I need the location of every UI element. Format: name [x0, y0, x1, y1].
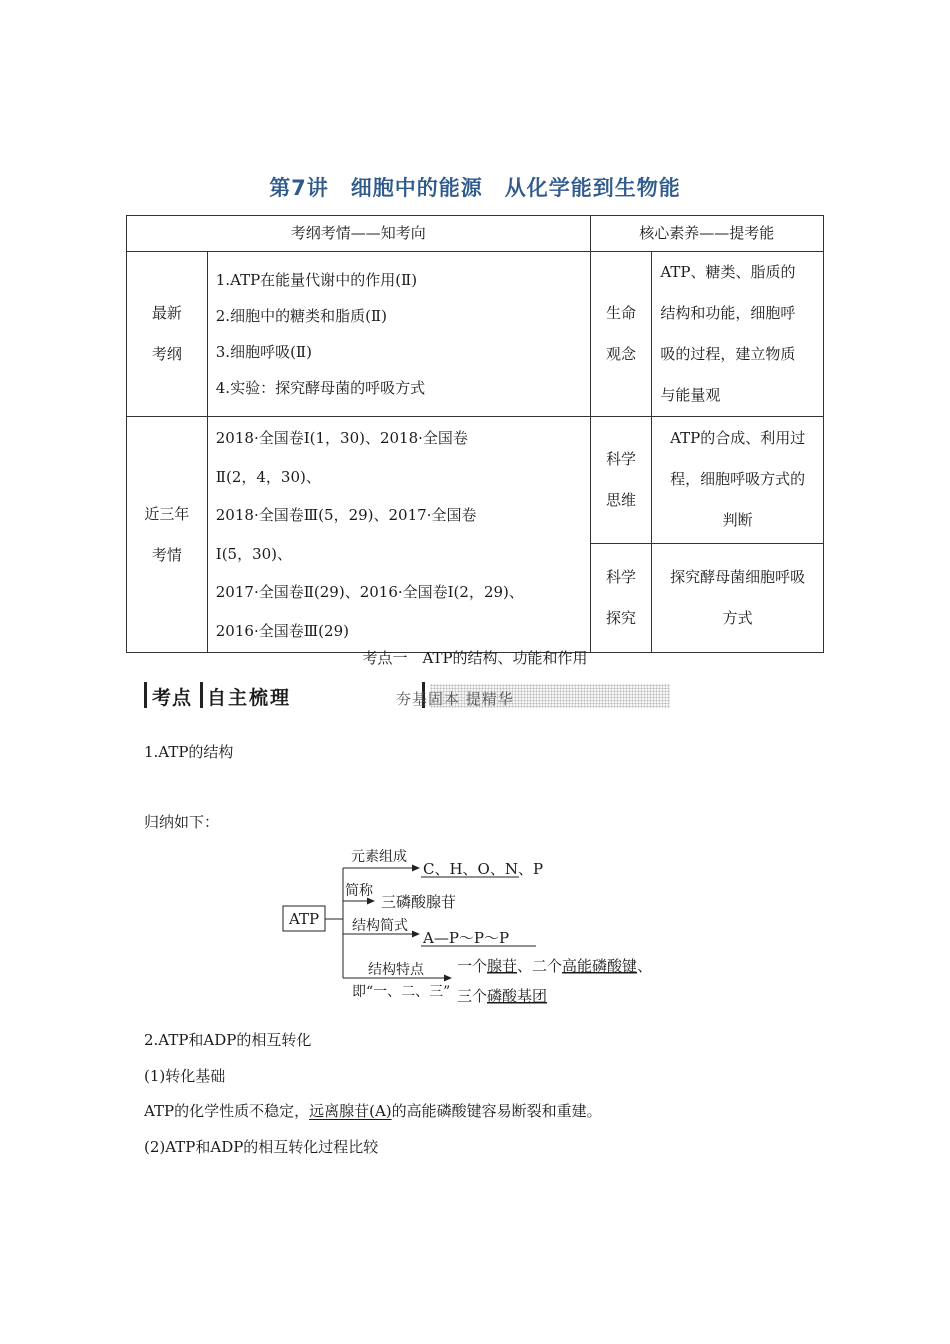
syllabus-item: 1.ATP在能量代谢中的作用(Ⅱ)	[215, 271, 418, 289]
lesson-title: 第7讲 细胞中的能源 从化学能到生物能	[269, 176, 681, 200]
diagram-value: 三磷酸腺苷	[381, 893, 457, 911]
diagram-value: C、H、O、N、P	[423, 860, 544, 878]
diagram-label: 结构简式	[352, 918, 408, 934]
diagram-root: ATP	[288, 910, 320, 928]
section1-heading: 1.ATP的结构	[144, 743, 234, 761]
banner-label: 自主梳理	[207, 687, 292, 709]
diagram-label: 简称	[345, 883, 373, 899]
section2-heading: 2.ATP和ADP的相互转化	[144, 1031, 312, 1049]
syllabus-item: 3.细胞呼吸(Ⅱ)	[215, 343, 312, 361]
kaodian-title: 考点一 ATP的结构、功能和作用	[362, 649, 588, 667]
competency-desc: ATP的合成、利用过 程，细胞呼吸方式的 判断	[652, 417, 824, 544]
exam-line: 2017·全国卷Ⅱ(29)、2016·全国卷Ⅰ(2，29)、	[215, 583, 524, 601]
competency-name: 生命 观念	[590, 252, 652, 417]
competency-name: 科学 思维	[590, 417, 652, 544]
row-label-exam: 近三年 考情	[127, 417, 208, 653]
underlined-answer: 远离腺苷(A)	[309, 1102, 392, 1120]
subheading: (2)ATP和ADP的相互转化过程比较	[144, 1138, 379, 1156]
banner-label: 考点	[152, 687, 193, 709]
competency-desc: 探究酵母菌细胞呼吸 方式	[652, 543, 824, 652]
paragraph: ATP的化学性质不稳定，远离腺苷(A)的高能磷酸键容易断裂和重建。	[144, 1102, 602, 1120]
summary-label: 归纳如下：	[144, 813, 220, 831]
diagram-label: 结构特点	[368, 962, 424, 978]
diagram-value: A—P～P～P	[423, 929, 510, 947]
syllabus-item: 2.细胞中的糖类和脂质(Ⅱ)	[215, 307, 387, 325]
header-syllabus: 考纲考情——知考向	[127, 216, 591, 252]
syllabus-item: 4.实验：探究酵母菌的呼吸方式	[215, 379, 426, 397]
exam-line: 2018·全国卷Ⅲ(5，29)、2017·全国卷	[215, 506, 477, 524]
exam-line: 2016·全国卷Ⅲ(29)	[215, 621, 349, 640]
banner-slogan: 夯基固本 提精华	[396, 690, 514, 708]
diagram-label: 即“一、二、三”	[352, 984, 451, 1000]
subheading: (1)转化基础	[144, 1067, 226, 1085]
diagram-value: 三个磷酸基团	[457, 987, 548, 1005]
competency-desc: ATP、糖类、脂质的 结构和功能，细胞呼 吸的过程，建立物质 与能量观	[652, 252, 824, 417]
competency-name: 科学 探究	[590, 543, 652, 652]
diagram-value: 一个腺苷、二个高能磷酸键、	[457, 957, 653, 975]
exam-line: Ⅰ(5，30)、	[215, 544, 293, 563]
exam-line: Ⅱ(2，4，30)、	[215, 467, 321, 486]
exam-line: 2018·全国卷Ⅰ(1，30)、2018·全国卷	[215, 429, 468, 447]
diagram-label: 元素组成	[351, 849, 407, 865]
row-label-syllabus: 最新 考纲	[127, 252, 208, 417]
header-competency: 核心素养——提考能	[590, 216, 823, 252]
